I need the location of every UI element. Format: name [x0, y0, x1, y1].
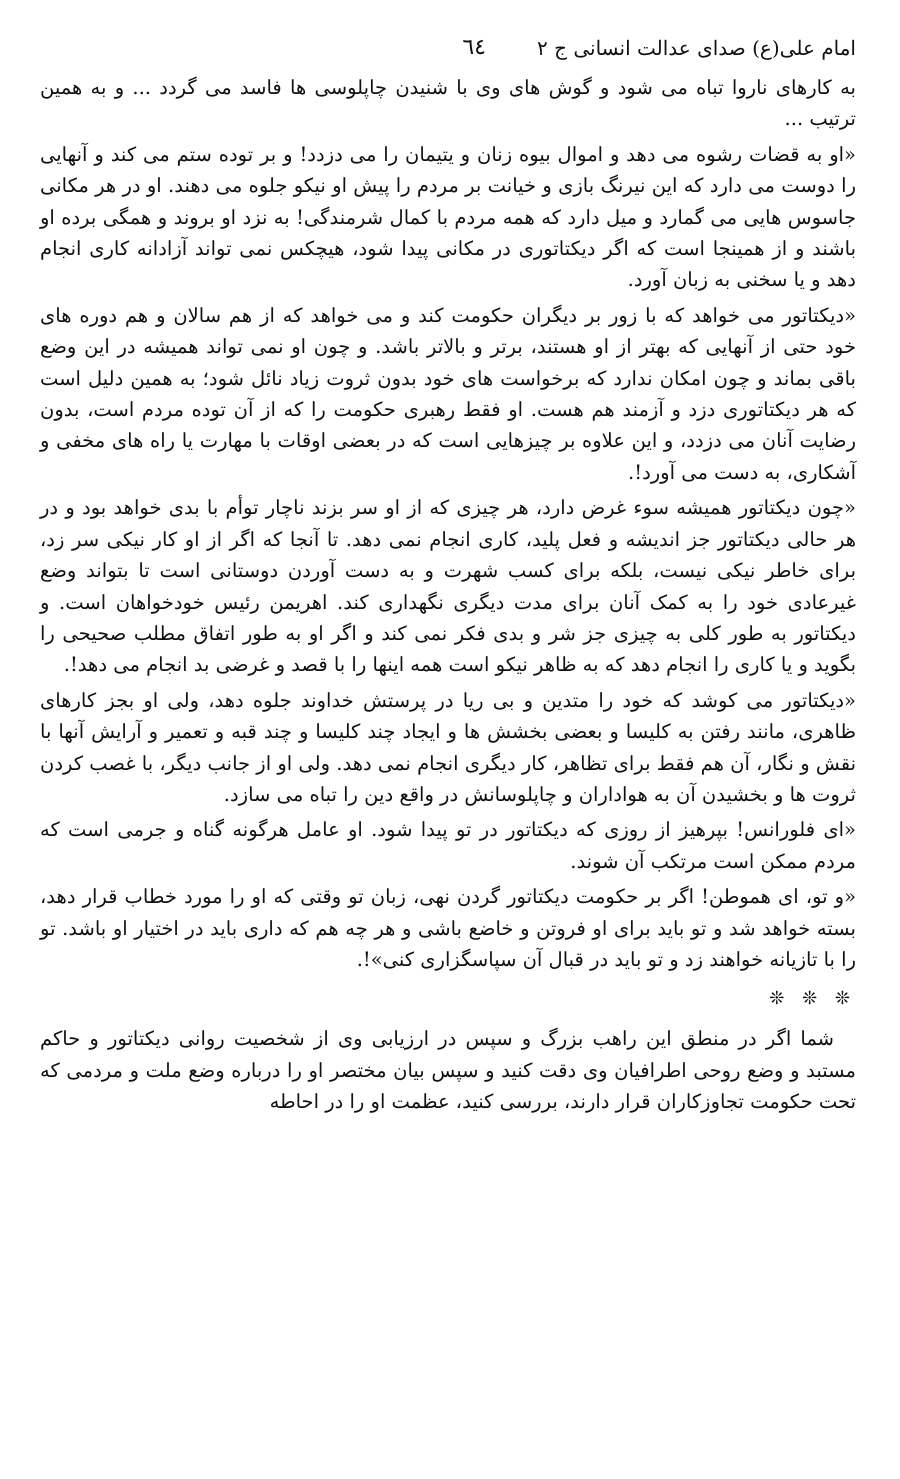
page-header — [40, 30, 856, 66]
paragraph-2: «او به قضات رشوه می دهد و اموال بیوه زنان و یتیمان را می دزدد! و بر توده ستم می کند و آنهایی را دوست می دارد که این نیرنگ بازی و خیانت بر مردم را پیش او نیکو جلوه می دهند. او در هر مکانی جاسوس هایی می گمارد و میل دارد که همه مردم با کمال شرمندگی! به نزد او بروند و همگی برده او باشند و از همینجا است که اگر دیکتاتوری در مکانی پیدا شود، هیچکس نمی تواند آزادانه کاری انجام دهد و یا سخنی به زبان آورد. — [40, 142, 856, 292]
paragraph-5: «دیکتاتور می کوشد که خود را متدین و بی ریا در پرستش خداوند جلوه دهد، ولی او بجز کارهای ظاهری، مانند رفتن به کلیسا و بعضی بخشش ها و ایجاد چند کلیسا و چند قبه و تعمیر و آرایش آنها با نقش و نگار، آن هم فقط برای تظاهر، کار دیگری انجام نمی دهد. ولی او از جانب دیگر، با غصب کردن ثروت ها و بخشیدن آن به هواداران و چاپلوسانش در واقع دین را تباه می سازد. — [40, 688, 856, 806]
paragraph-6: «ای فلورانس! بپرهیز از روزی که دیکتاتور در تو پیدا شود. او عامل هرگونه گناه و جرمی است که مردم ممکن است مرتکب آن شوند. — [40, 818, 856, 873]
paragraph-3: «دیکتاتور می خواهد که با زور بر دیگران حکومت کند و می خواهد که از هم سالان و هم دوره های خود حتی از آنهایی که بهتر از او هستند، برتر و بالاتر باشد. و چون او نمی تواند همیشه در این وضع باقی بماند و چون امکان ندارد که برخواست های خود بدون ثروت زیاد نائل شود؛ به همین دلیل است که هر دیکتاتوری دزد و آزمند هم هست. او فقط رهبری حکومت را که از آن توده مردم است، بدون رضایت آنان می دزدد، و این علاوه بر چیزهایی است که در بعضی اوقات با مهارت یا راه های مخفی و آشکاری، به دست می آورد!. — [40, 303, 856, 484]
page-number: ٦٤ — [462, 35, 486, 60]
document-page — [40, 30, 856, 1460]
closing-paragraph: شما اگر در منطق این راهب بزرگ و سپس در ارزیابی وی از شخصیت روانی دیکتاتور و حاکم مستبد و وضع روحی اطرافیان وی دقت کنید و سپس بیان مختصر او را درباره وضع ملت و مردمی که تحت حکومت تجاوزکاران قرار دارند، بررسی کنید، عظمت او را در احاطه — [40, 1027, 856, 1114]
paragraph-7: «و تو، ای هموطن! اگر بر حکومت دیکتاتور گردن نهی، زبان تو وقتی که او را مورد خطاب قرار دهد، بسته خواهد شد و تو باید برای او فروتن و خاضع باشی و هر چه هم که داری باید در اختیار او باشد. تو را با تازیانه خواهند زد و تو باید در قبال آن سپاسگزاری کنی»!. — [40, 885, 856, 971]
running-title: امام علی(ع) صدای عدالت انسانی ج ۲ — [536, 36, 856, 60]
paragraph-4: «چون دیکتاتور همیشه سوء غرض دارد، هر چیزی که از او سر بزند ناچار توأم با بدی خواهد بود و در هر حالی دیکتاتور جز اندیشه و فعل پلید، کاری انجام نمی دهد. تا آنجا که اگر از او کار نیکی سر زد، برای خاطر نیکی نیست، بلکه برای کسب شهرت و به دست آوردن دوستانی است تا بتواند وضع غیرعادی خود را به کمک آنان برای مدت دیگری نگهداری کند. اهریمن رئیس خودخواهان است. و دیکتاتور به طور کلی به چیزی جز شر و بدی فکر نمی کند و اگر او به طور اتفاق مطلب صحیحی را بگوید و یا کاری را انجام دهد که به ظاهر نیکو است همه اینها را با قصد و غرضی بد انجام می دهد!. — [40, 496, 856, 677]
body-text — [40, 72, 856, 1118]
section-separator: ❊ ❊ ❊ — [769, 988, 856, 1010]
paragraph-1: به کارهای ناروا تباه می شود و گوش های وی با شنیدن چاپلوسی ها فاسد می گردد ... و به همین ترتیب ... — [40, 76, 856, 131]
